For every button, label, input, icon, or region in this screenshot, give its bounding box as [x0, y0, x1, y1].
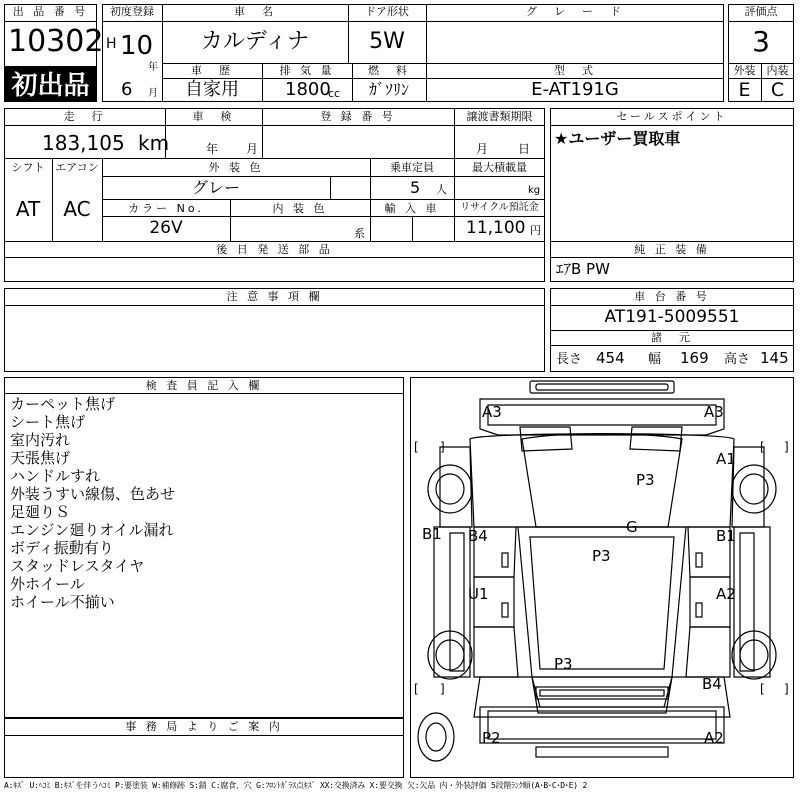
chassis-label: 車 台 番 号 — [634, 290, 710, 303]
displacement-label: 排 気 量 — [279, 64, 335, 77]
lot-number-label: 出 品 番 号 — [12, 5, 89, 18]
sales-point-label: セールスポイント — [616, 110, 728, 123]
first-listing-badge: 初出品 — [5, 66, 96, 101]
bracket-left-top-open: [ — [414, 440, 419, 454]
right-front-wheel — [732, 465, 776, 513]
displacement-unit: cc — [328, 87, 341, 100]
left-headlight — [520, 427, 572, 451]
mark-a3-right: A3 — [704, 403, 724, 421]
mark-b4-left: B4 — [468, 527, 488, 545]
width-label: 幅 — [648, 352, 662, 367]
year-unit: 年 — [148, 62, 158, 73]
inspector-note: エンジン廻りオイル漏れ — [10, 521, 174, 539]
left-front-fender — [440, 447, 472, 527]
shift-label: シフト — [11, 161, 45, 174]
import-label: 輸 入 車 — [384, 202, 440, 215]
first-reg-label: 初度登録 — [110, 5, 154, 18]
mark-p3-rear: P3 — [554, 655, 573, 673]
later-parts-label: 後 日 発 送 部 品 — [216, 243, 333, 256]
hood-outline — [470, 434, 734, 527]
model-label: 型 式 — [554, 64, 596, 77]
grade-label: グ レ ー ド — [526, 5, 624, 18]
inspector-note: 室内汚れ — [10, 431, 71, 449]
bracket-right-bottom-open: [ — [760, 682, 765, 696]
sales-point-text: ★ユーザー買取車 — [554, 129, 681, 148]
length-value: 454 — [596, 349, 625, 367]
recycle-unit: 円 — [530, 224, 541, 237]
inspection-year-unit: 年 — [206, 142, 219, 156]
interior-color-label: 内 装 色 — [272, 202, 328, 215]
door-value: 5W — [369, 29, 405, 54]
door-label: ドア形状 — [365, 5, 409, 18]
color-number-value: 26V — [149, 218, 183, 238]
max-load-unit: kg — [528, 185, 541, 196]
exterior-color-value: グレー — [191, 178, 240, 197]
exterior-grade: E — [738, 79, 751, 101]
right-headlight — [630, 427, 682, 451]
inspector-note: ホイール不揃い — [10, 593, 115, 611]
score-value: 3 — [752, 25, 770, 58]
month-unit: 月 — [148, 88, 158, 99]
inspector-label: 検 査 員 記 入 欄 — [145, 379, 263, 392]
car-name: カルディナ — [200, 29, 310, 54]
aircon-label: エアコン — [55, 161, 99, 174]
rear-glass — [532, 677, 672, 707]
bracket-right-bottom-close: ] — [784, 682, 789, 696]
spare-tire — [418, 713, 454, 761]
mileage-label: 走 行 — [63, 110, 106, 123]
inspector-note: ボディ振動有り — [10, 539, 114, 557]
fuel-value: ｶﾞｿﾘﾝ — [368, 80, 409, 99]
mark-b1-left: B1 — [422, 525, 442, 543]
fuel-label: 燃 料 — [368, 64, 410, 77]
mark-b4-right: B4 — [702, 675, 722, 693]
capacity-label: 乗車定員 — [390, 161, 434, 174]
bracket-right-top-open: [ — [760, 440, 765, 454]
front-bumper-outline — [530, 381, 674, 393]
office-info-label: 事 務 局 よ り ご 案 内 — [125, 720, 283, 733]
legend-text: A:ｷｽﾞ U:ﾍｺﾐ B:ｷｽﾞを伴うﾍｺﾐ P:要塗装 W:補修跡 S:錆 C:腐食、穴 G:ﾌﾛﾝﾄｶﾞﾗｽ点ｷｽﾞ XX:交換済み X:要交換 欠:欠品 内・外装評価 5段階ﾗﾝｸ順(A･B･C･D･E) 2 — [4, 781, 588, 790]
mark-a2-bottom: A2 — [704, 729, 724, 747]
mark-a3-left: A3 — [482, 403, 502, 421]
history-label: 車 歴 — [191, 64, 233, 77]
mileage-value: 183,105 — [42, 131, 125, 155]
mark-p3-roof: P3 — [592, 547, 611, 565]
inspector-note: シート焦げ — [10, 413, 86, 431]
inspector-note: カーペット焦げ — [10, 395, 116, 413]
inspector-note: 足廻りＳ — [10, 503, 71, 521]
aircon-value: AC — [63, 197, 91, 221]
mark-p2: P2 — [482, 729, 501, 747]
recycle-label: リサイクル預託金 — [460, 202, 539, 213]
transfer-day-unit: 日 — [518, 142, 531, 156]
color-number-label: カラー No. — [128, 202, 204, 215]
displacement-value: 1800 — [285, 79, 331, 100]
inspector-note: 外ホイール — [10, 575, 85, 593]
width-value: 169 — [680, 349, 709, 367]
mark-p3-hood: P3 — [636, 471, 655, 489]
caution-label: 注 意 事 項 欄 — [226, 290, 323, 303]
mark-u1: U1 — [468, 585, 489, 603]
inspector-note: 天張焦げ — [10, 449, 71, 467]
inspector-note: 外装うすい線傷、色あせ — [10, 485, 176, 503]
chassis-number: AT191-5009551 — [604, 307, 740, 327]
interior-label: 内装 — [766, 64, 789, 77]
right-front-fender — [732, 447, 764, 527]
capacity-unit: 人 — [436, 183, 447, 196]
height-label: 高さ — [724, 352, 751, 367]
left-front-wheel — [428, 465, 472, 513]
max-load-label: 最大積載量 — [472, 161, 527, 174]
capacity-value: 5 — [410, 178, 421, 197]
registration-number-label: 登 録 番 号 — [320, 110, 396, 123]
transfer-deadline-label: 譲渡書類期限 — [466, 110, 533, 123]
bracket-right-top-close: ] — [784, 440, 789, 454]
inspector-notes-list — [10, 395, 175, 611]
era-letter: H — [106, 36, 117, 52]
inspection-label: 車 検 — [192, 110, 235, 123]
genuine-equipment-value: ｴｱB PW — [556, 260, 610, 278]
mark-g: G — [626, 518, 638, 536]
car-diagram — [410, 377, 794, 778]
mark-b1-right: B1 — [716, 527, 736, 545]
exterior-color-label: 外 装 色 — [208, 161, 264, 174]
transfer-month-unit: 月 — [476, 142, 489, 156]
mark-a1: A1 — [716, 450, 736, 468]
score-label: 評価点 — [744, 5, 778, 18]
mileage-unit: km — [138, 131, 170, 155]
recycle-value: 11,100 — [466, 218, 526, 238]
inspection-month-unit: 月 — [246, 142, 259, 156]
bracket-left-top-close: ] — [440, 440, 445, 454]
inspector-note: スタッドレスタイヤ — [10, 557, 145, 575]
history-value: 自家用 — [185, 79, 239, 100]
year-value: 10 — [120, 31, 154, 61]
front-end-outline — [480, 399, 724, 435]
inspector-note: ハンドルすれ — [10, 467, 101, 485]
bracket-left-bottom-open: [ — [414, 682, 419, 696]
exterior-label: 外装 — [733, 64, 756, 77]
shift-value: AT — [15, 197, 41, 221]
car-name-label: 車 名 — [234, 5, 276, 18]
height-value: 145 — [760, 349, 789, 367]
dims-label: 諸 元 — [651, 331, 693, 344]
genuine-equipment-label: 純 正 装 備 — [634, 243, 710, 256]
month-value: 6 — [121, 79, 133, 100]
interior-grade: C — [770, 79, 785, 101]
lot-number: 10302 — [8, 24, 104, 59]
interior-color-suffix: 系 — [354, 227, 365, 240]
bracket-left-bottom-close: ] — [440, 682, 445, 696]
mark-a2-right: A2 — [716, 585, 736, 603]
model-value: E-AT191G — [531, 79, 619, 100]
length-label: 長さ — [556, 352, 583, 367]
